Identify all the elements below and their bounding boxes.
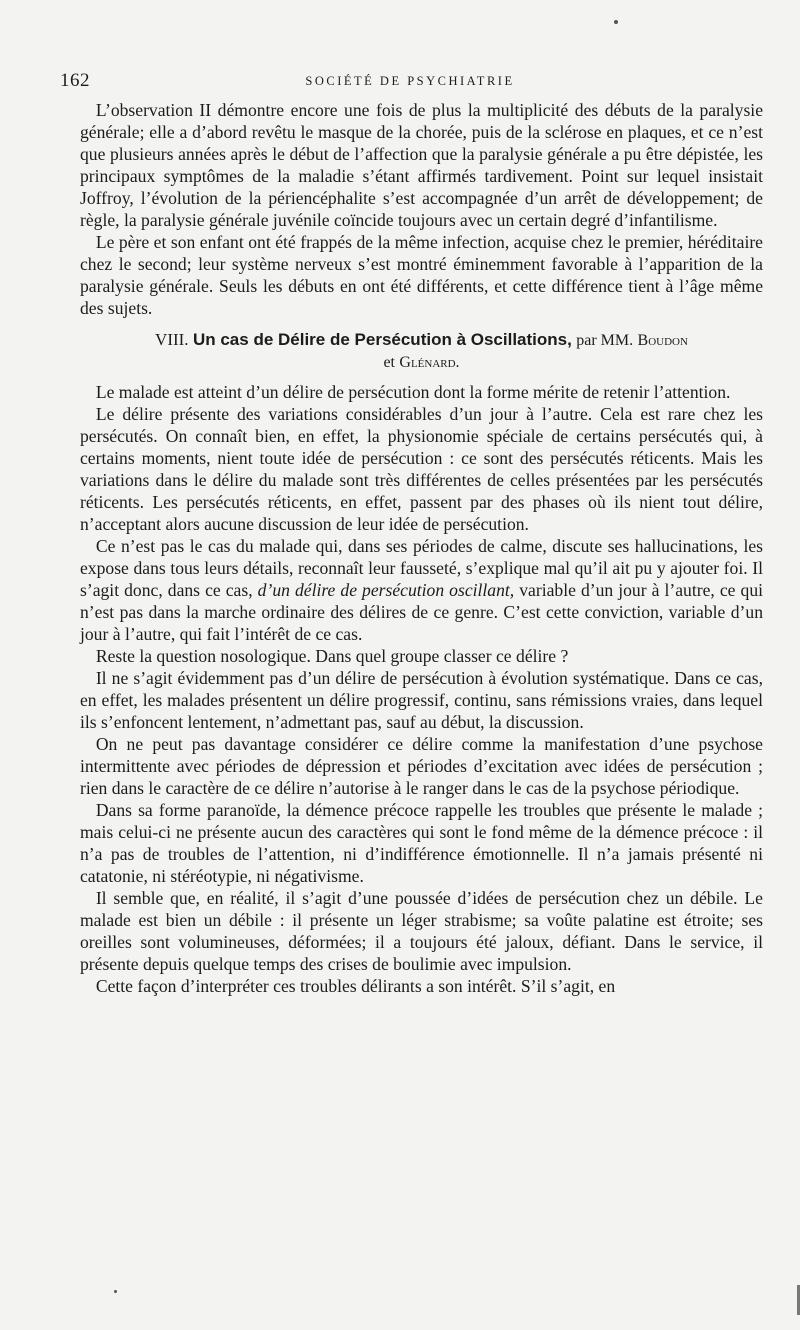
page-header bbox=[60, 70, 760, 94]
body-text bbox=[80, 99, 763, 997]
paragraph: Il ne s’agit évidemment pas d’un délire de persécution à évolution systématique. Dans ce cas, en effet, les malades présentent un délire progressif, continu, sans rémissions vraies, dans lequel ils s’enfoncent lentement, n’admettant pas, sauf au début, la discussion. bbox=[80, 668, 763, 732]
paragraph: Dans sa forme paranoïde, la démence précoce rappelle les troubles que présente le malade ; mais celui-ci ne présente aucun des caractères qui sont le fond même de la démence précoce : il n’a pas de troubles de l’attention, ni d’indifférence émotionnelle. Il n’a jamais présenté ni catatonie, ni stéréotypie, ni négativisme. bbox=[80, 800, 763, 886]
ink-speck bbox=[614, 20, 618, 24]
section-heading bbox=[80, 329, 763, 373]
page-number: 162 bbox=[60, 70, 90, 91]
ink-speck bbox=[114, 1290, 117, 1293]
section-title: Un cas de Délire de Persécution à Oscillations, bbox=[192, 330, 572, 349]
paragraph-text: variable d’un jour à l’autre, ce qui n’est pas dans la marche ordinaire des délires de ce genre. C’est cette conviction, variable d’un jour à l’autre, qui fait l’intérêt de ce cas. bbox=[80, 580, 763, 644]
paragraph: Cette façon d’interpréter ces troubles délirants a son intérêt. S’il s’agit, en bbox=[95, 976, 616, 996]
italic-emphasis: d’un délire de persécution oscillant, bbox=[257, 580, 515, 600]
paragraph: On ne peut pas davantage considérer ce délire comme la manifestation d’une psychose intermittente avec périodes de dépression et périodes d’excitation avec idées de persécution ; rien dans le caractère de ce délire n’autorise à le ranger dans le cas de la psychose périodique. bbox=[80, 734, 763, 798]
paragraph: Il semble que, en réalité, il s’agit d’une poussée d’idées de persécution chez un débile. Le malade est bien un débile : il présente un léger strabisme; sa voûte palatine est étroite; ses oreilles sont volumineuses, déformées; il a toujours été jaloux, défiant. Dans le service, il présente depuis quelque temps des crises de boulimie avec impulsion. bbox=[80, 888, 763, 974]
paragraph: Le malade est atteint d’un délire de persécution dont la forme mérite de retenir l’attention. bbox=[95, 382, 731, 402]
section-connector: et bbox=[383, 354, 395, 371]
section-author-2: Glénard. bbox=[399, 354, 460, 371]
paragraph: Le délire présente des variations considérables d’un jour à l’autre. Cela est rare chez les persécutés. On connaît bien, en effet, la physionomie spéciale de certains persécutés qui, à certains moments, nient toute idée de persécution : ce sont des persécutés réticents. Mais les variations dans le délire du malade sont très différentes de celles présentées par les persécutés réticents. Les persécutés réticents, en effet, passent par des phases où ils nient tout délire, n’acceptant alors aucune discussion de leur idée de persécution. bbox=[80, 404, 763, 534]
paragraph-text: Ce n’est pas le cas du malade qui, dans ses périodes de calme, discute ses hallucinations, les expose dans tous leurs détails, reconnaît leur fausseté, s’explique mal qu’il ait pu y ajouter foi. Il s’agit donc, dans ce cas, bbox=[80, 536, 763, 600]
section-author-1: Boudon bbox=[637, 332, 688, 349]
paragraph bbox=[80, 535, 763, 645]
section-number: VIII. bbox=[155, 330, 189, 349]
section-by: par MM. bbox=[576, 332, 634, 349]
paragraph: Reste la question nosologique. Dans quel groupe classer ce délire ? bbox=[95, 646, 569, 666]
running-head: SOCIÉTÉ DE PSYCHIATRIE bbox=[305, 74, 515, 88]
paragraph: L’observation II démontre encore une fois de plus la multiplicité des débuts de la paralysie générale; elle a d’abord revêtu le masque de la chorée, puis de la sclérose en plaques, et ce n’est que plusieurs années après le début de l’affection que la paralysie générale a pu être dépistée, les principaux symptômes de la maladie s’étant affirmés tardivement. Point sur lequel insistait Joffroy, l’évolution de la périencéphalite s’est accompagnée d’un arrêt de développement; de règle, la paralysie générale juvénile coïncide toujours avec un certain degré d’infantilisme. bbox=[80, 100, 763, 230]
paragraph: Le père et son enfant ont été frappés de la même infection, acquise chez le premier, héréditaire chez le second; leur système nerveux s’est montré éminemment favorable à l’apparition de la paralysie générale. Seuls les débuts en ont été différents, et cette différence tient à l’âge même des sujets. bbox=[80, 232, 763, 318]
